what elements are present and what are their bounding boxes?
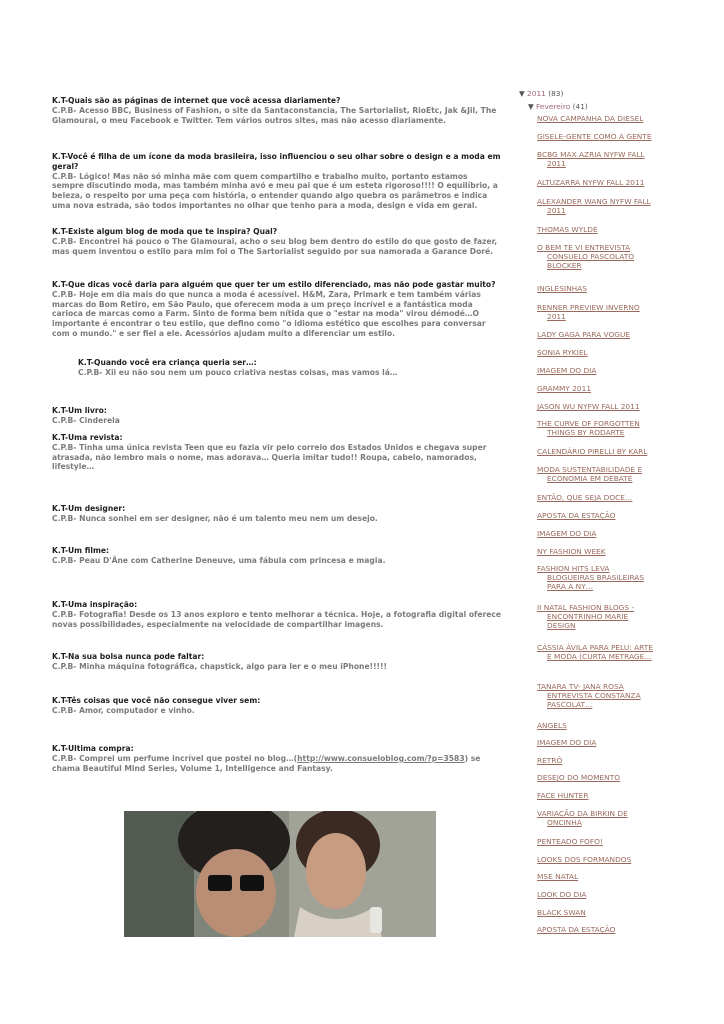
interview-item [52,227,502,256]
post-title-line: ENTREVISTA CONSTANZA [547,690,641,700]
archive-post-link[interactable] [537,565,644,591]
interview-item [52,600,502,629]
archive-post-link[interactable] [537,512,615,521]
post-title-line: BLOGUEIRAS BRASILEIRAS [547,572,645,582]
post-title-line: APOSTA DA ESTAÇÃO [537,925,616,934]
interview-question: K.T-Um livro: [52,406,107,415]
post-title-line: JASON WU NYFW FALL 2011 [537,402,640,411]
year-link[interactable]: 2011 [527,89,546,98]
archive-post-link[interactable] [537,838,603,847]
interview-item [52,504,502,524]
post-title-line: ENTÃO, QUE SEJA DOCE… [537,493,633,502]
year-count: (83) [548,89,564,98]
post-title-line: IMAGEM DO DIA [537,529,597,538]
post-title-line: O BEM TE VI ENTREVISTA [537,243,631,252]
post-title-line: MSE NATAL [537,872,579,881]
interview-question: K.T-Quando você era criança queria ser…: [78,358,257,367]
post-title-line: IMAGEM DO DIA [537,366,597,375]
interview-question: K.T-Você é filha de um ícone da moda brasileira, isso influenciou o seu olhar sobre o design e a moda em geral? [52,152,501,171]
interview-answer: C.P.B- Tinha uma única revista Teen que eu fazia vir pelo correio dos Estados Unidos e chegava super atrasada, não lembro mais o nome, mas adorava… Queria imitar tudo!! Roupa, cabelo, namorados, lifestyle… [52,442,487,472]
interview-item [78,358,515,378]
interview-answer: C.P.B- Lógico! Mas não só minha mãe com quem compartilho e trabalho muito, portanto estamos sempre discutindo moda, mas também minha avó e meu pai que é um esteta rigoroso!!!! O equilíbrio, a beleza, o respeito por uma peça com história, o entender quando algo quebra os parâmetros e indica uma nova estrada, são todos importantes no olhar que tenho para a moda, design e vida em geral. [52,171,498,210]
post-photo [124,811,436,937]
post-title-line: GRAMMY 2011 [537,384,592,393]
interview-answer: C.P.B- Xii eu não sou nem um pouco criativa nestas coisas, mas vamos lá… [78,367,398,377]
interview-question: K.T-Uma inspiração: [52,600,138,609]
answer-text: C.P.B- Comprei um perfume incrível que postei no blog…( [52,753,298,763]
post-title-line: NY FASHION WEEK [537,547,606,556]
interview-question: K.T-Uma revista: [52,433,123,442]
post-title-line: 2011 [547,311,566,321]
post-title-line: ALTUZARRA NYFW FALL 2011 [537,178,645,187]
interview-answer: C.P.B- Encontrei há pouco o The Glamourai, acho o seu blog bem dentro do estilo do que gosto de fazer, mas quem inventou o estilo para mim foi o The Sartorialist seguido por sua namorada a Garance Doré. [52,236,498,256]
post-title-line: ECONOMIA EM DEBATE [547,473,633,483]
month-count: (41) [572,102,588,111]
post-title-line: APOSTA DA ESTAÇÃO [537,511,616,520]
interview-question: K.T-Tês coisas que você não consegue viver sem: [52,696,261,705]
post-title-line: VARIAÇÃO DA BIRKIN DE [537,809,628,818]
post-title-line: THINGS BY RODARTE [547,427,625,437]
post-title-line: INGLESINHAS [537,284,587,293]
archive-post-link[interactable] [537,367,596,376]
archive-post-link[interactable] [537,722,567,731]
archive-post-link[interactable] [537,774,620,783]
post-title-line: RETRÔ [537,756,563,765]
blog-post-link[interactable]: http://www.consueloblog.com/?p=3583 [297,753,465,763]
collapse-toggle-icon[interactable]: ▼ [528,102,534,111]
archive-post-link[interactable] [537,873,578,882]
archive-post-link[interactable] [537,349,588,358]
archive-post-link[interactable] [537,926,615,935]
interview-item [52,433,502,472]
post-title-line: E MODA (CURTA METRAGE… [547,651,652,661]
interview-item [52,546,502,566]
post-title-line: CÁSSIA ÁVILA PARA PELU: ARTE [537,643,653,652]
post-title-line: PASCOLAT… [547,699,593,709]
post-title-line: LOOKS DOS FORMANDOS [537,855,632,864]
archive-month[interactable] [528,101,709,112]
interview-question: K.T-Quais são as páginas de internet que você acessa diariamente? [52,96,341,105]
archive-post-link[interactable] [537,604,634,630]
interview-item [52,696,502,716]
post-title-line: 2011 [547,158,566,168]
interview-question: K.T-Na sua bolsa nunca pode faltar: [52,652,205,661]
interview-question: K.T-Um filme: [52,546,110,555]
archive-post-link[interactable] [537,530,596,539]
archive-post-link[interactable] [537,891,586,900]
post-title-line: FACE HUNTER [537,791,589,800]
archive-post-link[interactable] [537,683,641,709]
archive-post-link[interactable] [537,179,644,188]
interview-answer: C.P.B- Acesso BBC, Business of Fashion, o site da Santaconstancia, The Sartorialist, RioEtc, Jak &Jil, The Glamourai, o meu Facebook e Twitter. Tem vários outros sites, mas não acesso diariamente. [52,105,497,125]
post-title-line: IMAGEM DO DIA [537,738,597,747]
archive-post-link[interactable] [537,466,642,484]
archive-post-link[interactable] [537,285,587,294]
interview-answer: C.P.B- Amor, computador e vinho. [52,705,195,715]
archive-post-link[interactable] [537,644,653,662]
interview-item [52,652,502,672]
archive-post-link[interactable] [537,420,640,438]
post-title-line: ANGELS [537,721,567,730]
archive-post-link[interactable] [537,494,632,503]
post-title-line: BCBG MAX AZRIA NYFW FALL [537,150,645,159]
post-title-line: CONSUELO PASCOLATO [547,251,635,261]
post-title-line: FASHION HITS LEVA [537,564,610,573]
interview-answer: C.P.B- Peau D'Âne com Catherine Deneuve, uma fábula com princesa e magia. [52,555,386,565]
post-title-line: GISELE-GENTE COMO A GENTE [537,132,652,141]
post-title-line: 2011 [547,205,566,215]
interview-item [52,744,502,773]
post-title-line: THE CURVE OF FORGOTTEN [537,419,640,428]
post-title-line: SONIA RYKIEL [537,348,588,357]
post-title-line: THOMAS WYLDE [537,225,598,234]
post-title-line: II NATAL FASHION BLOGS - [537,603,635,612]
post-title-line: PENTEADO FOFO! [537,837,603,846]
archive-post-link[interactable] [537,385,591,394]
post-title-line: BLACK SWAN [537,908,586,917]
photo-illustration [124,811,436,937]
archive-post-link[interactable] [537,133,652,142]
blog-archive [519,88,709,934]
collapse-toggle-icon[interactable]: ▼ [519,89,525,98]
archive-post-link[interactable] [537,198,651,216]
interview-item [52,406,502,426]
post-title-line: NOVA CAMPANHA DA DIESEL [537,114,644,123]
archive-post-link[interactable] [537,856,631,865]
interview-answer [52,754,502,774]
interview-answer: C.P.B- Fotografia! Desde os 13 anos exploro e tento melhorar a técnica. Hoje, a fotografia digital oferece novas possibilidades, especialmente na velocidade de compartilhar imagens. [52,609,502,629]
archive-post-link[interactable] [537,739,596,748]
interview-answer: C.P.B- Hoje em dia mais do que nunca a moda é acessível. H&M, Zara, Primark e tem também várias marcas do Bom Retiro, em São Paulo, que oferecem moda a um preço incrível e a fantástica moda carioca de marcas como a Farm. Sinto de forma bem nítida que o "estar na moda" virou démodé…O importante é encontrar o teu estilo, que defino como "o idioma estético que escolhes para conversar com o mundo." e ser fiel a ele. Acessórios ajudam muito a diferenciar um estilo. [52,289,486,338]
archive-post-link[interactable] [537,151,645,169]
archive-post-link[interactable] [537,757,562,766]
interview-answer: C.P.B- Nunca sonhei em ser designer, não é um talento meu nem um desejo. [52,513,378,523]
archive-post-link[interactable] [537,331,630,340]
post-title-line: DESEJO DO MOMENTO [537,773,621,782]
post-title-line: BLOCKER [547,260,582,270]
interview-question: K.T-Que dicas você daria para alguém que quer ter um estilo diferenciado, mas não pode gastar muito? [52,280,496,289]
answer-text: ) se chama Beautiful Mind Series, Volume 1, Intelligence and Fantasy. [52,753,481,773]
archive-post-link[interactable] [537,448,647,457]
post-title-line: ENCONTRINHO MARIE [547,611,629,621]
interview-question: K.T-Um designer: [52,504,126,513]
post-title-line: DESIGN [547,620,576,630]
archive-post-link[interactable] [537,226,598,235]
interview-item [52,152,502,211]
archive-post-link[interactable] [537,548,606,557]
interview-item [52,96,502,125]
month-link[interactable]: Fevereiro [536,102,571,111]
archive-post-link[interactable] [537,810,628,828]
archive-post-link[interactable] [537,304,640,322]
post-title-line: ALEXANDER WANG NYFW FALL [537,197,651,206]
post-title-line: TANARA TV- JANA ROSA [537,682,624,691]
archive-year[interactable] [519,88,709,99]
post-title-line: LADY GAGA PARA VOGUE [537,330,631,339]
archive-post-link[interactable] [537,909,586,918]
archive-post-link[interactable] [537,792,589,801]
post-title-line: LOOK DO DIA [537,890,587,899]
post-title-line: CALENDÁRIO PIRELLI BY KARL [537,447,648,456]
interview-question: K.T-Existe algum blog de moda que te inspira? Qual? [52,227,278,236]
post-title-line: ONCINHA [547,817,582,827]
interview-answer: C.P.B- Minha máquina fotográfica, chapstick, algo para ler e o meu iPhone!!!!! [52,661,387,671]
interview-item [52,280,502,339]
post-title-line: PARA A NY… [547,581,594,591]
interview-question: K.T-Ultima compra: [52,744,134,753]
archive-post-link[interactable] [537,115,643,124]
post-title-line: MODA SUSTENTABILIDADE E [537,465,643,474]
interview-answer: C.P.B- Cinderela [52,415,120,425]
post-title-line: RENNER PREVIEW INVERNO [537,303,640,312]
archive-post-link[interactable] [537,244,634,270]
archive-post-link[interactable] [537,403,640,412]
